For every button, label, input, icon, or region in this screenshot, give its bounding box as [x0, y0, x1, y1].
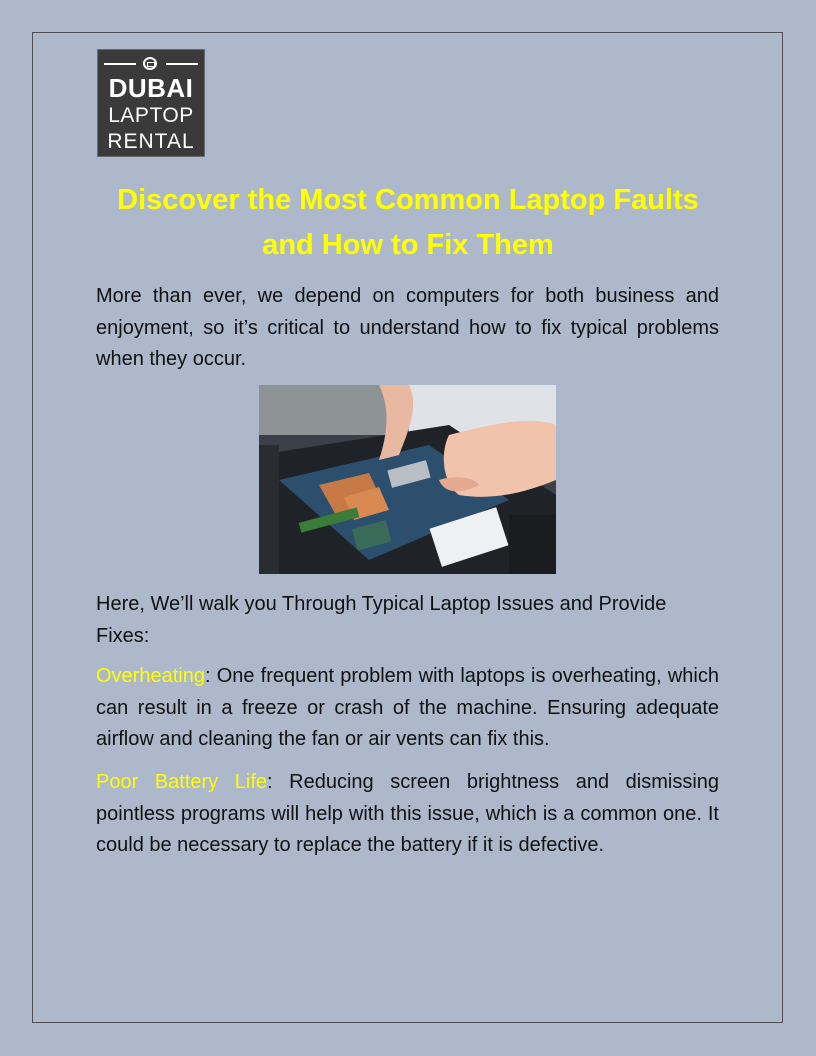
title-line-2: and How to Fix Them [262, 229, 554, 261]
issue-name: Overheating [96, 665, 205, 687]
logo-word-3: RENTAL [107, 130, 195, 153]
intro-paragraph: More than ever, we depend on computers for both business and enjoyment, so it’s critical to understand how to fix typical problems when they occur. [96, 285, 719, 370]
logo-word-1: DUBAI [108, 73, 194, 103]
logo-laptop-icon [104, 57, 198, 71]
issue-text: : Reducing screen brightness and dismissing pointless programs will help with this issue, which is a common one. It could be necessary to replace the battery if it is defective. [96, 771, 720, 856]
page-title [96, 178, 720, 268]
lead-paragraph: Here, We’ll walk you Through Typical Laptop Issues and Provide Fixes: [96, 593, 667, 647]
issue-name: Poor Battery Life [96, 771, 268, 793]
title-line-1: Discover the Most Common Laptop Faults [117, 184, 699, 216]
laptop-repair-photo [259, 385, 556, 574]
issue-battery [96, 767, 719, 862]
issue-overheating [96, 661, 719, 756]
logo-word-2: LAPTOP [108, 104, 194, 127]
issue-text: : One frequent problem with laptops is overheating, which can result in a freeze or crash of the machine. Ensuring adequate airflow and cleaning the fan or air vents can fix this. [96, 665, 719, 750]
brand-logo [97, 49, 205, 157]
